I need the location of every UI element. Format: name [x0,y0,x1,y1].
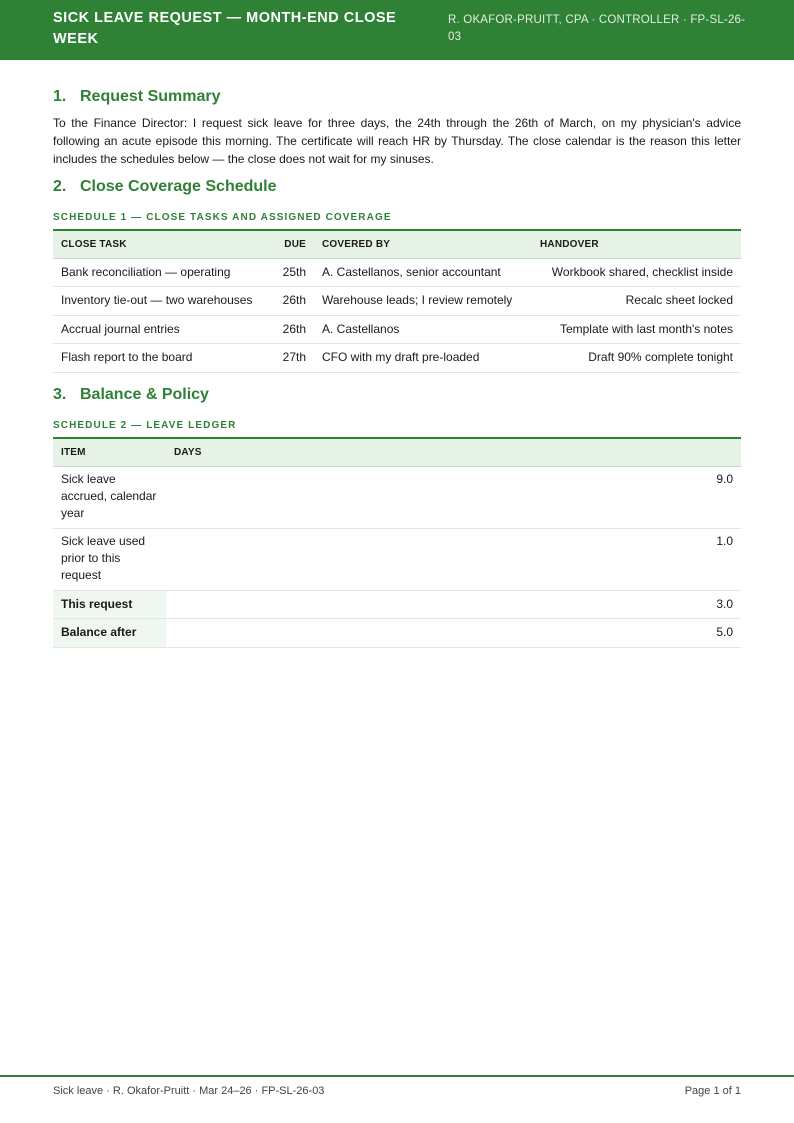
cell-item: Sick leave accrued, calendar year [53,466,166,528]
cell-handover: Recalc sheet locked [532,287,741,316]
cell-handover: Draft 90% complete tonight [532,344,741,373]
section-number: 1. [53,88,67,105]
section-heading-request-summary [53,87,221,107]
cell-days: 3.0 [166,590,741,619]
cell-task: Flash report to the board [53,344,268,373]
cell-task: Bank reconciliation — operating [53,258,268,287]
footer-divider [0,1075,794,1077]
column-header-close-task: CLOSE TASK [53,230,268,258]
cell-due: 27th [268,344,314,373]
table-header-row [53,230,741,258]
leave-ledger-table [53,437,741,648]
page-number: Page 1 of 1 [684,1085,741,1097]
document-title: SICK LEAVE REQUEST — MONTH-END CLOSE WEEK [53,10,397,47]
column-header-item: ITEM [53,438,166,466]
table-row [53,528,741,590]
table-header-row [53,438,741,466]
close-tasks-table [53,229,741,373]
document-header [0,0,794,60]
cell-task: Inventory tie-out — two warehouses [53,287,268,316]
cell-due: 25th [268,258,314,287]
table-row-balance-after [53,619,741,648]
cell-covered-by: A. Castellanos, senior accountant [314,258,532,287]
cell-covered-by: Warehouse leads; I review remotely [314,287,532,316]
cell-item: Sick leave used prior to this request [53,528,166,590]
column-header-covered-by: COVERED BY [314,230,532,258]
cell-due: 26th [268,315,314,344]
section-heading-balance-policy [53,385,209,405]
section-title: Close Coverage Schedule [80,178,277,195]
schedule-1-label: SCHEDULE 1 — CLOSE TASKS AND ASSIGNED COVERAGE [53,212,392,223]
table-row [53,287,741,316]
cell-task: Accrual journal entries [53,315,268,344]
table-row [53,315,741,344]
section-number: 3. [53,386,67,403]
column-header-due: DUE [268,230,314,258]
column-header-days: DAYS [166,438,741,466]
cell-days: 5.0 [166,619,741,648]
cell-days: 1.0 [166,528,741,590]
section-number: 2. [53,178,67,195]
footer-reference: Sick leave · R. Okafor-Pruitt · Mar 24–26 · FP-SL-26-03 [53,1085,325,1097]
request-summary-paragraph: To the Finance Director: I request sick leave for three days, the 24th through the 26th of March, on my physician's advice following an acute episode this morning. The certificate will reach HR by Thursday. The close calendar is the reason this letter includes the schedules below — the close does not wait for my sinuses. [53,116,741,166]
table-row-this-request [53,590,741,619]
cell-due: 26th [268,287,314,316]
table-row [53,466,741,528]
cell-item: This request [53,590,166,619]
cell-covered-by: A. Castellanos [314,315,532,344]
cell-handover: Template with last month's notes [532,315,741,344]
table-row [53,344,741,373]
column-header-handover: HANDOVER [532,230,741,258]
section-heading-close-coverage [53,177,277,197]
cell-covered-by: CFO with my draft pre-loaded [314,344,532,373]
schedule-2-label: SCHEDULE 2 — LEAVE LEDGER [53,420,237,431]
section-title: Balance & Policy [80,386,209,403]
cell-item: Balance after [53,619,166,648]
cell-handover: Workbook shared, checklist inside [532,258,741,287]
table-row [53,258,741,287]
document-meta: R. OKAFOR-PRUITT, CPA · CONTROLLER · FP-SL-26-03 [448,14,746,43]
cell-days: 9.0 [166,466,741,528]
section-title: Request Summary [80,88,221,105]
